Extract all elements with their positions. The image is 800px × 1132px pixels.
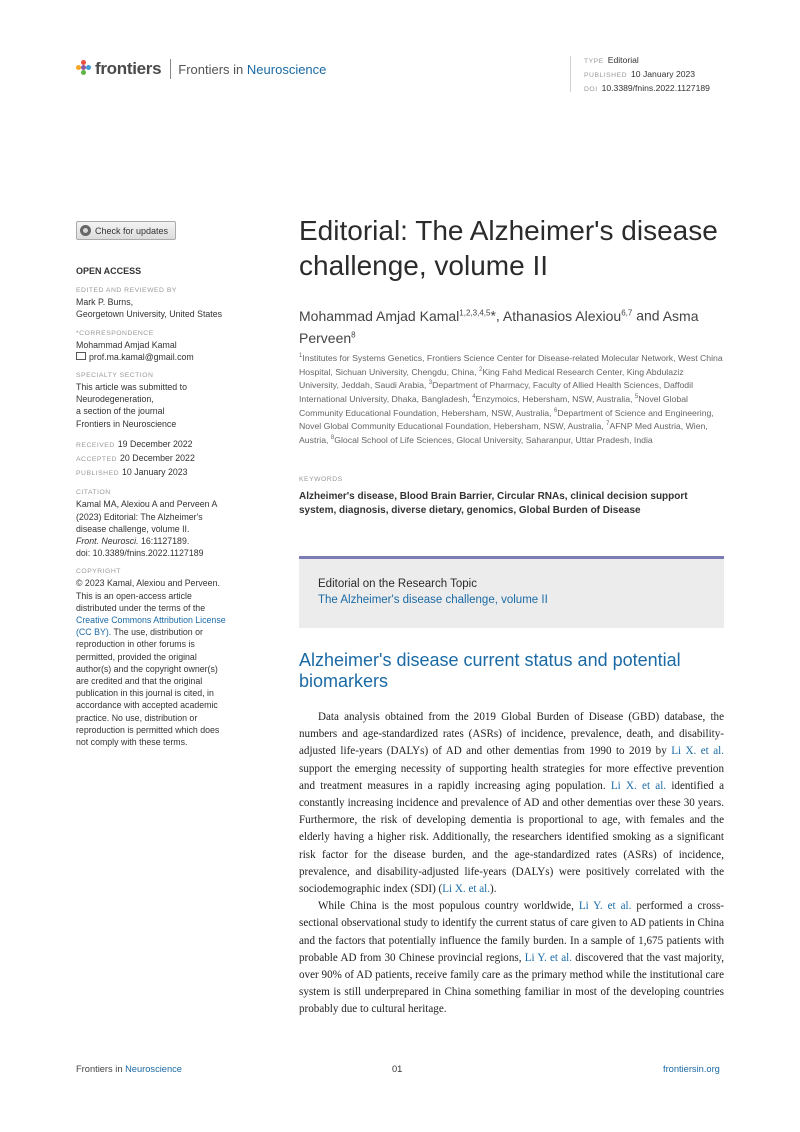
citation-link[interactable]: Li Y. et al. (578, 900, 632, 913)
license-link[interactable]: Creative Commons Attribution License (76, 615, 226, 626)
check-for-updates-button[interactable]: Check for updates (76, 221, 176, 240)
author-1[interactable]: Mohammad Amjad Kamal$^{1,2,3,4,5}$ (299, 307, 491, 324)
citation-line: Kamal MA, Alexiou A and Perveen A (76, 499, 218, 510)
citation-link[interactable]: Li X. et al. (671, 745, 724, 758)
footer-site-link[interactable]: frontiersin.org (663, 1064, 720, 1074)
correspondence-name: Mohammad Amjad Kamal (76, 339, 177, 350)
keywords-label: KEYWORDS (299, 476, 343, 483)
affiliation-item: $^4$Enzymoics, Hebersham, NSW, Australia, (472, 393, 635, 404)
citation-link[interactable]: Li X. et al. (610, 779, 667, 792)
date-accepted: ACCEPTED 20 December 2022 (76, 453, 195, 464)
specialty-label: SPECIALTY SECTION (76, 372, 154, 380)
affiliations (299, 351, 724, 447)
article-body (299, 709, 724, 1019)
specialty-line: Neurodegeneration, (76, 394, 154, 405)
affiliation-item: $^7$AFNP Med Austria, Wien, Austria, (299, 421, 708, 446)
affiliation-item: $^5$Novel Global Community Educational Foundation, Hebersham, NSW, Australia, (299, 393, 688, 418)
specialty-line: Frontiers in Neuroscience (76, 418, 177, 429)
affiliation-item: $^3$Department of Pharmacy, Faculty of Allied Health Sciences, Daffodil International University, Dhaka, Bangladesh, (299, 380, 694, 404)
copyright-line: publication in this journal is cited, in (76, 688, 214, 699)
affiliation-item: $^2$King Fahd Medical Research Center, King Abdulaziz University, Jeddah, Saudi Arabia, (299, 366, 684, 391)
research-topic-link[interactable]: The Alzheimer's disease challenge, volume II (318, 594, 548, 606)
copyright-line: author(s) and the copyright owner(s) (76, 663, 218, 674)
meta-divider (570, 56, 571, 92)
copyright-line: reproduction in other forums is (76, 639, 195, 650)
citation-link[interactable]: Li X. et al. (442, 883, 491, 896)
citation-doi: doi: 10.3389/fnins.2022.1127189 (76, 548, 204, 559)
affiliation-item: $^8$Glocal School of Life Sciences, Glocal University, Saharanpur, Uttar Pradesh, India (330, 435, 653, 446)
specialty-line: This article was submitted to (76, 382, 187, 393)
frontiers-logo[interactable] (76, 58, 326, 80)
page-number: 01 (392, 1064, 403, 1074)
frontiers-logo-icon (76, 60, 92, 78)
research-topic-label: Editorial on the Research Topic (318, 578, 477, 590)
sidebar (76, 265, 256, 748)
copyright-line: distributed under the terms of the (76, 602, 206, 613)
citation-link[interactable]: Li Y. et al. (524, 951, 573, 964)
open-access-label: OPEN ACCESS (76, 266, 142, 276)
correspondence-label: *CORRESPONDENCE (76, 329, 154, 337)
affiliation-item: $^6$Department of Science and Engineering, Novel Global Community Educational Foundation, Hebersham, NSW, Australia, (299, 407, 714, 432)
date-received: RECEIVED 19 December 2022 (76, 438, 193, 449)
copyright-line: accordance with accepted academic (76, 700, 218, 711)
date-published: PUBLISHED 10 January 2023 (76, 467, 188, 478)
citation-line: (2023) Editorial: The Alzheimer's (76, 511, 203, 522)
journal-name: Frontiers in Neuroscience (178, 61, 327, 77)
editor-affiliation: Georgetown University, United States (76, 309, 223, 320)
meta-published: PUBLISHED 10 January 2023 (584, 69, 696, 79)
copyright-label: COPYRIGHT (76, 568, 121, 576)
citation-journal: Front. Neurosci. 16:1127189. (76, 536, 190, 547)
copyright-line: reproduction is permitted which does (76, 724, 220, 735)
editor-name: Mark P. Burns, (76, 297, 134, 308)
body-paragraph: Data analysis obtained from the 2019 Global Burden of Disease (GBD) database, the numbers and age-standardized rates (ASRs) of incidence, prevalence, death, and disability-adjusted life-years (DALYs) of AD and other dementias from 1990 to 2019 by Li X. et al. support the emerging necessity of supporting health strategies for more effective prevention and treatment measures in a rapidly increasing aging population. Li X. et al. identified a constantly increasing incidence and prevalence of AD and other dementias over these 30 years. Furthermore, the risk of developing dementia is proportional to age, with females and the elderly having a higher risk. Additionally, the researchers identified smoking as a significant risk factor for the disease burden, and the age-standardized rates (ASRs) of incidence, prevalence, and disability-adjusted life-years (DALYs) were positively correlated with the sociodemographic index (SDI) (Li X. et al.). (299, 711, 724, 896)
brand-name: frontiers (95, 59, 162, 78)
research-topic-box (299, 556, 724, 628)
author-3[interactable]: Asma Perveen$^8$ (299, 307, 699, 347)
section-heading: Alzheimer's disease current status and potential biomarkers (299, 650, 681, 691)
meta-doi: DOI 10.3389/fnins.2022.1127189 (584, 83, 710, 93)
brand-divider (170, 59, 171, 79)
mail-icon (76, 352, 86, 360)
copyright-line: This is an open-access article (76, 590, 192, 601)
author-2[interactable]: Athanasios Alexiou$^{6,7}$ (502, 307, 633, 324)
footer-journal: Frontiers in Neuroscience (76, 1064, 182, 1074)
copyright-line: practice. No use, distribution or (76, 712, 198, 723)
update-check-icon (80, 225, 91, 236)
article-title: Editorial: The Alzheimer's disease challenge, volume II (299, 215, 718, 281)
author-list: Mohammad Amjad Kamal$^{1,2,3,4,5}$*, Athanasios Alexiou$^{6,7}$ and Asma Perveen$^8$ (299, 307, 699, 347)
edited-label: EDITED AND REVIEWED BY (76, 287, 177, 295)
citation-label: CITATION (76, 489, 111, 497)
correspondence-email[interactable]: prof.ma.kamal@gmail.com (76, 351, 256, 363)
affiliation-item: $^1$Institutes for Systems Genetics, Frontiers Science Center for Disease-related Molecular Network, West China Hospital, Sichuan University, Chengdu, China, (299, 352, 723, 377)
specialty-line: a section of the journal (76, 406, 165, 417)
copyright-line: permitted, provided the original (76, 651, 197, 662)
body-paragraph: While China is the most populous country worldwide, Li Y. et al. performed a cross-sectional observational study to identify the current status of care given to AD patients in China and the factors that potentially influence the family burden. In a sample of 1,675 patients with probable AD from 30 Chinese provincial regions, Li Y. et al. discovered that the vast majority, over 90% of AD patients, receive family care as the primary method while the institutional care system is still underprepared in China something familiar in most of the developing countries probably due to cultural heritage. (299, 900, 724, 1016)
citation-line: disease challenge, volume II. (76, 523, 190, 534)
copyright-line: (CC BY). The use, distribution or (76, 627, 203, 638)
meta-type: TYPE Editorial (584, 55, 639, 65)
copyright-line: are credited and that the original (76, 676, 203, 687)
license-link-short[interactable]: (CC BY). (76, 627, 112, 638)
copyright-line: not comply with these terms. (76, 737, 188, 748)
copyright-line: © 2023 Kamal, Alexiou and Perveen. (76, 578, 220, 589)
keywords: Alzheimer's disease, Blood Brain Barrier, Circular RNAs, clinical decision support system, diagnosis, diverse dietary, genomics, Global Burden of Disease (299, 491, 688, 516)
article-meta (584, 54, 710, 96)
